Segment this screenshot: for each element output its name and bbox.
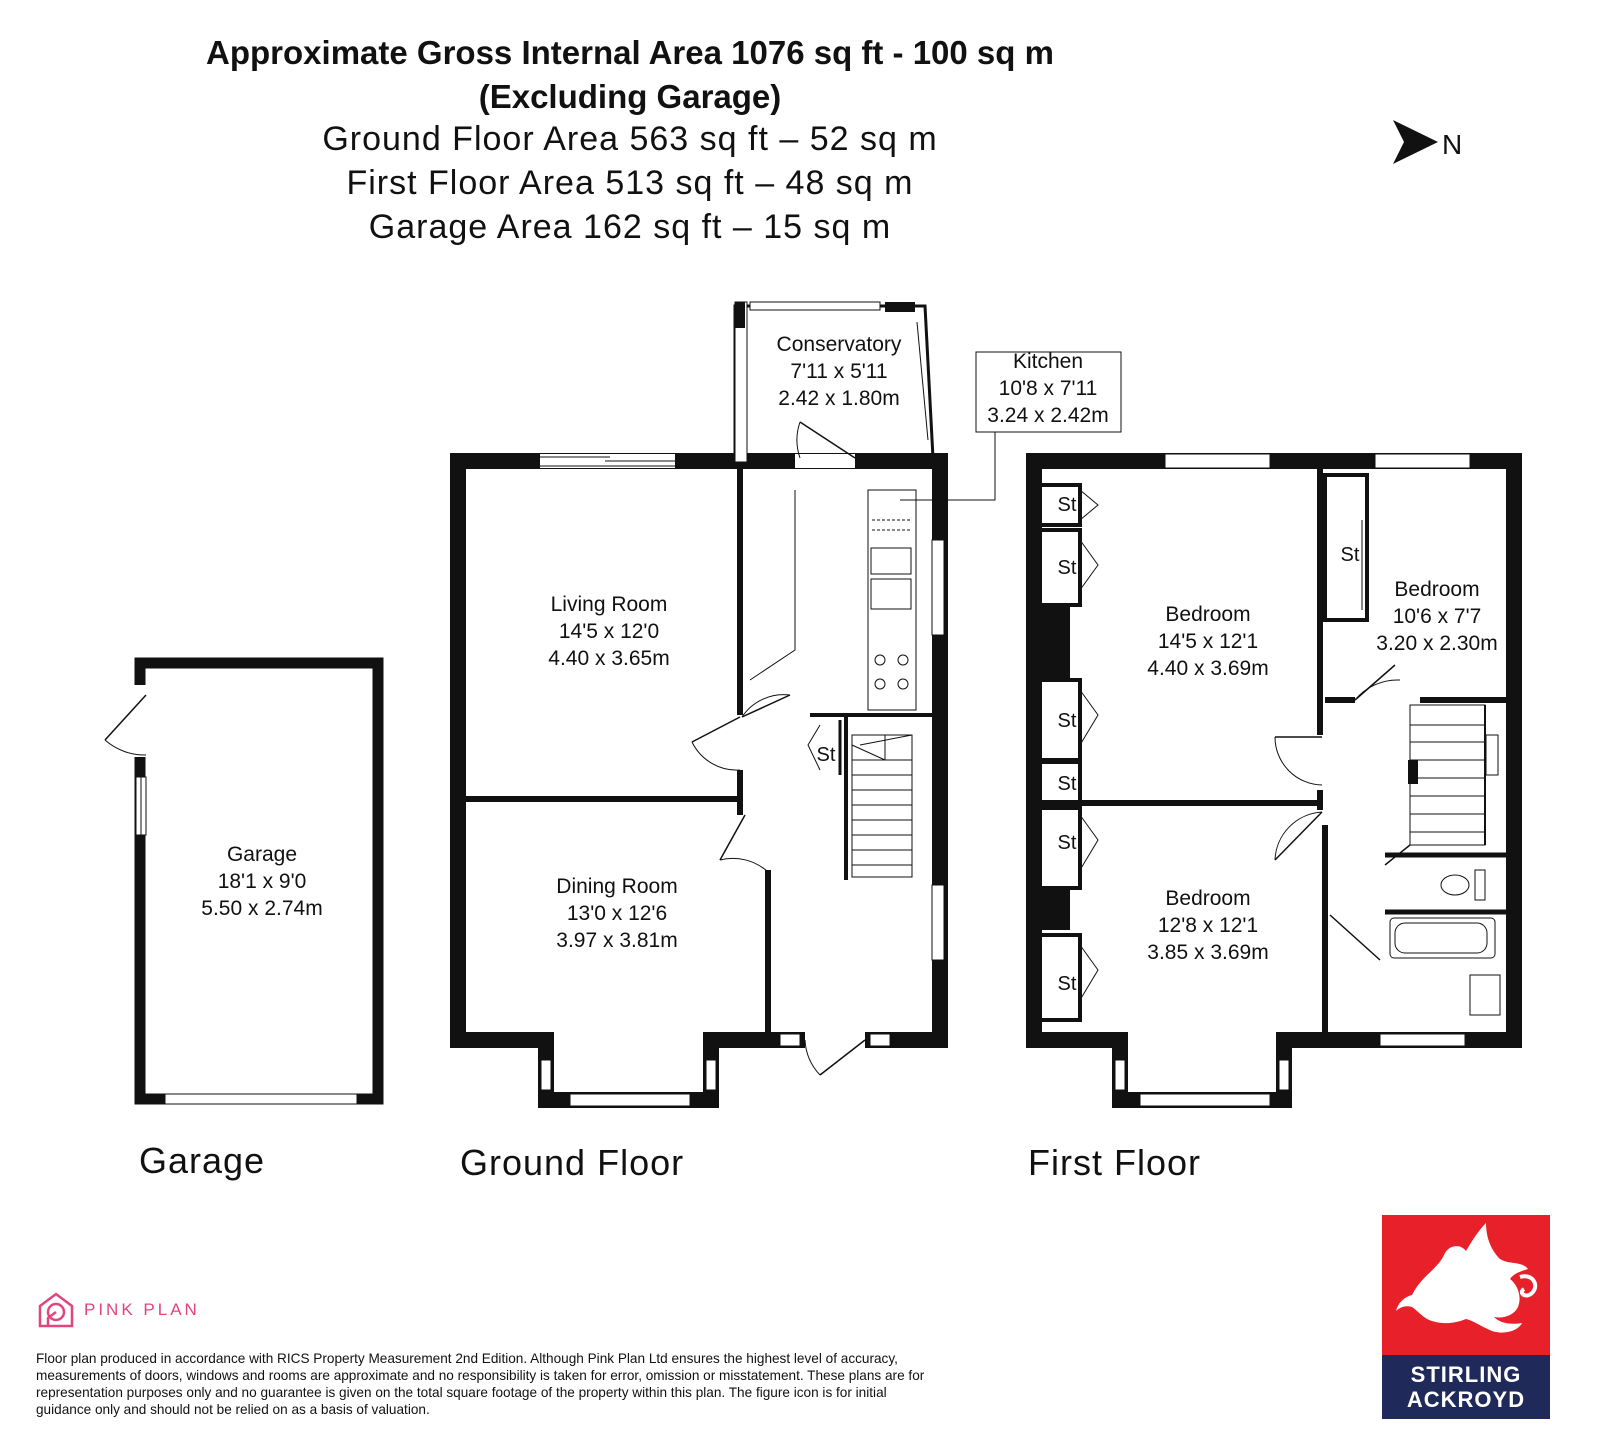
gross-area-title: Approximate Gross Internal Area 1076 sq ft - 100 sq m bbox=[206, 34, 1054, 71]
store-label-7: St bbox=[1340, 544, 1360, 566]
store-label-ground: St bbox=[816, 744, 836, 766]
first-stairs bbox=[1408, 705, 1498, 845]
store-label-2: St bbox=[1057, 557, 1077, 579]
agent-name-line2: ACKROYD bbox=[1406, 1387, 1526, 1412]
dining-room-name: Dining Room bbox=[556, 875, 678, 898]
store-label-6: St bbox=[1057, 973, 1077, 995]
excluding-garage-note: (Excluding Garage) bbox=[478, 78, 782, 115]
garage-imperial: 18'1 x 9'0 bbox=[217, 870, 307, 893]
agent-name-line1: STIRLING bbox=[1410, 1362, 1522, 1387]
pink-plan-text: PINK PLAN bbox=[84, 1300, 200, 1319]
dining-room-metric: 3.97 x 3.81m bbox=[556, 929, 678, 952]
living-room-metric: 4.40 x 3.65m bbox=[548, 647, 670, 670]
ground-stairs bbox=[852, 735, 912, 877]
floor-label-ground: Ground Floor bbox=[460, 1142, 685, 1183]
living-room-imperial: 14'5 x 12'0 bbox=[558, 620, 660, 643]
conservatory-imperial: 7'11 x 5'11 bbox=[790, 360, 888, 383]
griffin-icon bbox=[1382, 1215, 1550, 1355]
compass-north-arrow-icon bbox=[1393, 120, 1462, 164]
first-floor-plan bbox=[1028, 454, 1514, 1106]
kitchen-name: Kitchen bbox=[1012, 350, 1084, 373]
first-floor-area: First Floor Area 513 sq ft – 48 sq m bbox=[346, 164, 914, 202]
store-label-4: St bbox=[1057, 773, 1077, 795]
logo-red-panel bbox=[1382, 1215, 1550, 1355]
bedroom2-metric: 3.20 x 2.30m bbox=[1376, 632, 1498, 655]
bedroom1-metric: 4.40 x 3.69m bbox=[1147, 657, 1269, 680]
store-label-3: St bbox=[1057, 710, 1077, 732]
kitchen-metric: 3.24 x 2.42m bbox=[987, 404, 1109, 427]
bedroom3-name: Bedroom bbox=[1165, 887, 1251, 910]
bedroom3-imperial: 12'8 x 12'1 bbox=[1157, 914, 1259, 937]
pink-plan-house-icon bbox=[36, 1290, 76, 1330]
stirling-ackroyd-logo bbox=[1382, 1215, 1550, 1419]
store-label-1: St bbox=[1057, 494, 1077, 516]
bedroom3-metric: 3.85 x 3.69m bbox=[1147, 941, 1269, 964]
conservatory-metric: 2.42 x 1.80m bbox=[778, 387, 900, 410]
garage-metric: 5.50 x 2.74m bbox=[201, 897, 323, 920]
store-label-5: St bbox=[1057, 832, 1077, 854]
conservatory-name: Conservatory bbox=[776, 333, 902, 356]
pink-plan-logo bbox=[36, 1290, 200, 1330]
kitchen-imperial: 10'8 x 7'11 bbox=[998, 377, 1098, 400]
bedroom2-imperial: 10'6 x 7'7 bbox=[1392, 605, 1482, 628]
dining-room-imperial: 13'0 x 12'6 bbox=[566, 902, 668, 925]
bedroom1-imperial: 14'5 x 12'1 bbox=[1157, 630, 1259, 653]
bedroom2-name: Bedroom bbox=[1394, 578, 1480, 601]
garage-area: Garage Area 162 sq ft – 15 sq m bbox=[368, 208, 892, 246]
living-room-name: Living Room bbox=[550, 593, 668, 616]
disclaimer-text: Floor plan produced in accordance with RICS Property Measurement 2nd Edition. Although Pink Plan Ltd ensures the highest level of accuracy, measurements of doors, windows and rooms are approximate and no responsibility is taken for error, omission or misstatement. These plans are for representation purposes only and no guarantee is given on the total square footage of the property within this plan. The figure icon is for initial guidance only and should not be relied on as a basis of valuation. bbox=[36, 1351, 925, 1417]
floor-label-garage: Garage bbox=[139, 1140, 266, 1181]
logo-blue-panel bbox=[1382, 1355, 1550, 1419]
floor-label-first: First Floor bbox=[1028, 1142, 1201, 1183]
garage-name: Garage bbox=[226, 843, 298, 866]
ground-floor-area: Ground Floor Area 563 sq ft – 52 sq m bbox=[322, 120, 938, 158]
compass-label: N bbox=[1442, 129, 1463, 160]
bedroom1-name: Bedroom bbox=[1165, 603, 1251, 626]
